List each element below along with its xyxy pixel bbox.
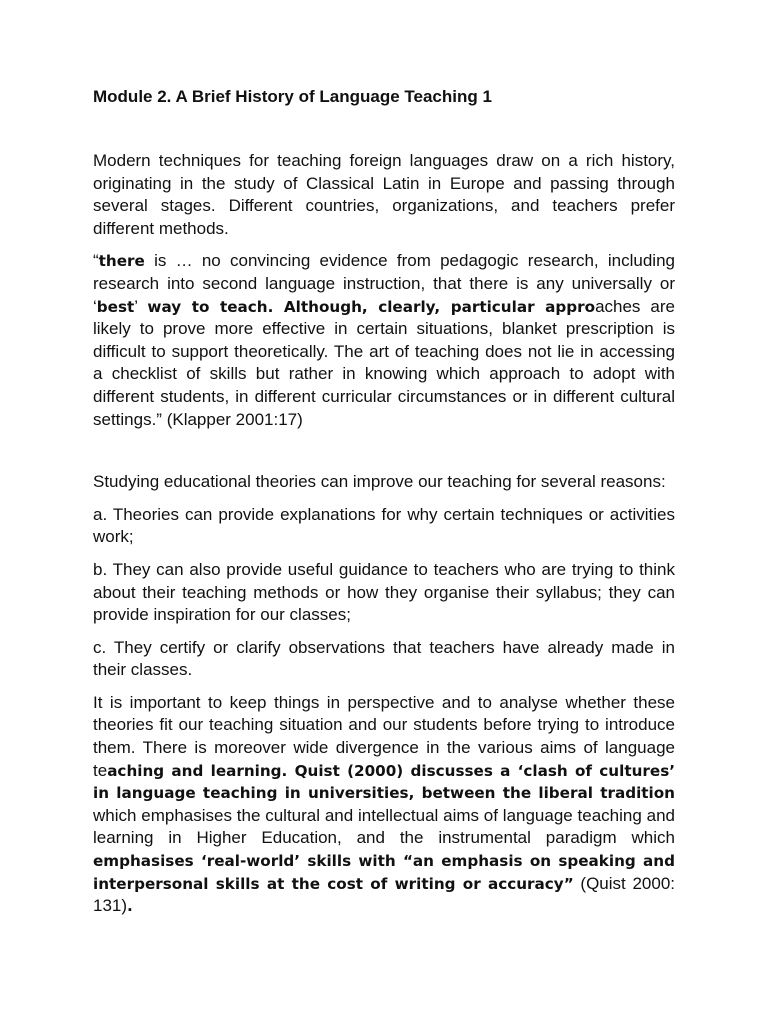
quote-bold-way: way to teach. Although, clearly, particular appro	[147, 297, 596, 316]
list-item-b: b. They can also provide useful guidance to teachers who are trying to think about their teaching methods or how they organise their syllabus; they can provide inspiration for our classes;	[93, 559, 675, 625]
document-page	[93, 86, 675, 928]
quote-paragraph	[93, 250, 675, 431]
list-item-c: c. They certify or clarify observations that teachers have already made in their classes.	[93, 637, 675, 680]
closing-text-1: It is important to keep things in perspective and to analyse whether these theories fit our teaching situation and our students before trying to introduce them. There is moreover wide divergence in the various aims of language te	[93, 692, 675, 780]
closing-citation: (Quist 2000: 131)	[93, 873, 676, 916]
quote-text-1: is … no convincing evidence from pedagogic research, including research into second language instruction, that there is any universally or ‘	[93, 251, 675, 316]
intro-paragraph: Modern techniques for teaching foreign languages draw on a rich history, originating in the study of Classical Latin in Europe and passing through several stages. Different countries, organizations, and teachers prefer different methods.	[93, 151, 675, 238]
closing-period: .	[127, 897, 133, 916]
closing-bold-1: aching and learning. Quist (2000) discusses a ‘clash of cultures’ in language teaching in universities, between the liberal tradition	[93, 761, 675, 803]
closing-text-2: which emphasises the cultural and intellectual aims of language teaching and learning in Higher Education, and the instrumental paradigm which	[93, 805, 675, 848]
document-title: Module 2. A Brief History of Language Teaching 1	[93, 87, 492, 106]
quote-bold-best: best	[96, 297, 135, 316]
quote-bold-there: there	[98, 252, 145, 271]
quote-text-2: ’	[134, 296, 148, 316]
closing-paragraph	[93, 692, 675, 918]
list-item-a: a. Theories can provide explanations for why certain techniques or activities work;	[93, 504, 675, 547]
quote-open-mark: “	[93, 251, 99, 271]
quote-text-3: aches are likely to prove more effective in certain situations, blanket prescription is difficult to support theoretically. The art of teaching does not lie in accessing a checklist of skills but rather in knowing which approach to adopt with different students, in different curricular circumstances or in different cultural settings.” (Klapper 2001:17)	[93, 296, 675, 429]
reasons-intro-paragraph: Studying educational theories can improve our teaching for several reasons:	[93, 472, 666, 492]
closing-bold-2: emphasises ‘real-world’ skills with “an emphasis on speaking and interpersonal skills at the cost of writing or accuracy”	[93, 852, 675, 893]
